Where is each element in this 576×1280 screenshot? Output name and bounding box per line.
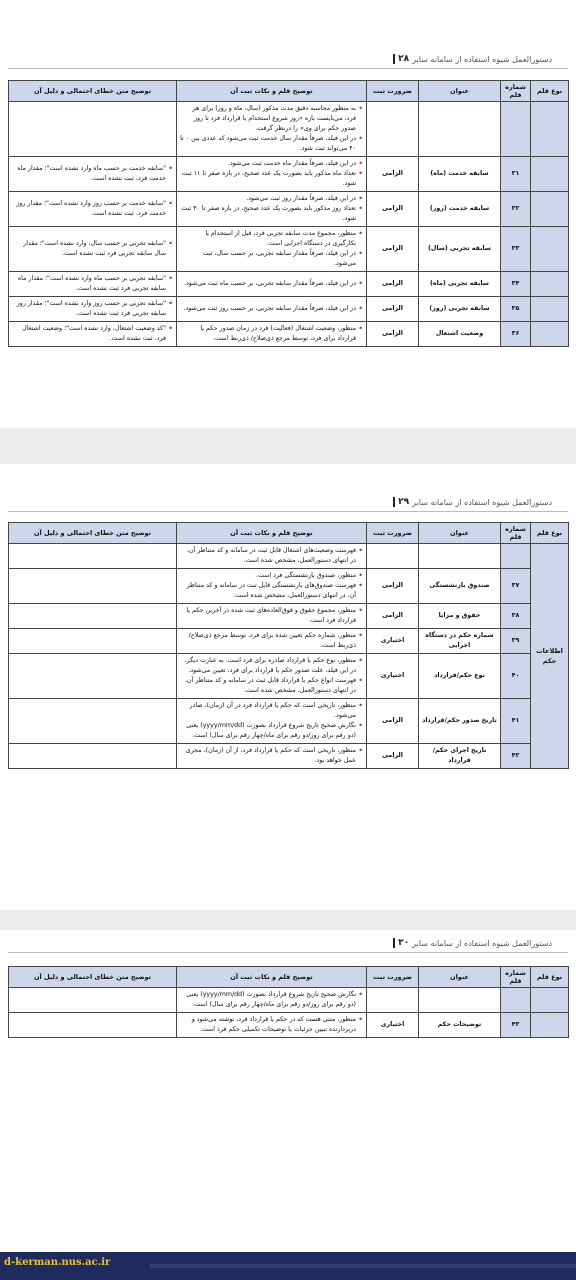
num-cell: ۴۲: [501, 744, 531, 769]
desc-cell: [177, 322, 367, 347]
desc-bullet: • در این فیلد، صرفاً مقدار روز ثبت می‌شود.: [180, 194, 363, 204]
col-req: ضرورت ثبت: [367, 523, 419, 544]
footer-strip: [150, 1264, 576, 1268]
desc-bullet: • در این فیلد، صرفاً مقدار سابقه تجربی، بر حسب سال، ثبت می‌شود.: [180, 249, 363, 269]
desc-bullet: • منظور، مجموع حقوق و فوق‌العاده‌های ثبت شده در آخرین حکم یا قرارداد فرد است.: [180, 606, 363, 626]
col-type: نوع قلم: [531, 967, 569, 988]
table-row: [9, 654, 569, 699]
table-row: [9, 744, 569, 769]
req-cell: اختیاری: [367, 629, 419, 654]
desc-bullet: • منظور، متنی هست که در حکم یا قرارداد فرد، نوشته می‌شود و دربردارنده تبیین جزئیات یا توضیحات تکمیلی حکم فرد است.: [180, 1015, 363, 1035]
desc-cell: [177, 102, 367, 157]
req-cell: اختیاری: [367, 1013, 419, 1038]
page-number: ۲۹: [393, 497, 409, 507]
page-header: [393, 54, 552, 64]
desc-cell: [177, 744, 367, 769]
col-type: نوع قلم: [531, 81, 569, 102]
table-row: [9, 272, 569, 297]
table-row: [9, 297, 569, 322]
desc-cell: [177, 192, 367, 227]
type-cell: [531, 227, 569, 272]
title-cell: [419, 102, 501, 157]
title-cell: شماره حکم در دستگاه اجرایی: [419, 629, 501, 654]
col-title: عنوان: [419, 523, 501, 544]
num-cell: ۳۸: [501, 604, 531, 629]
desc-bullet: • منظور، وضعیت اشتغال (فعالیت) فرد در زمان صدور حکم یا قرارداد برای فرد، توسط مرجع ذی‌صلاح/ ذی‌ربط است.: [180, 324, 363, 344]
col-err: توضیح متن خطای احتمالی و دلیل آن: [9, 523, 177, 544]
desc-bullet: • در این فیلد، صرفاً مقدار سابقه تجربی، بر حسب ماه ثبت می‌شود.: [180, 279, 363, 289]
desc-cell: [177, 569, 367, 604]
error-text: • "سابقه خدمت بر حسب روز وارد نشده است"؛ مقدار روز خدمت فرد، ثبت نشده است.: [12, 199, 173, 219]
req-cell: الزامی: [367, 297, 419, 322]
desc-bullet: • در این فیلد، صرفاً مقدار سابقه تجربی، بر حسب روز ثبت می‌شود.: [180, 304, 363, 314]
req-cell: [367, 988, 419, 1013]
desc-bullet: • منظور، نوع حکم یا قرارداد صادره برای فرد است. به عبارت دیگر، در این فیلد، علت صدور حکم یا قرارداد برای فرد، تعیین می‌شود.: [180, 656, 363, 676]
fields-table: [8, 966, 569, 1038]
site-logo-text[interactable]: d-kerman.nus.ac.ir: [4, 1257, 111, 1268]
desc-bullet: • منظور، مجموع مدت سابقه تجربی فرد، قبل از استخدام یا بکارگیری در دستگاه اجرایی است.: [180, 229, 363, 249]
req-cell: الزامی: [367, 192, 419, 227]
page-30: [0, 930, 576, 1252]
type-cell: [531, 988, 569, 1013]
num-cell: ۳۶: [501, 322, 531, 347]
title-cell: [419, 544, 501, 569]
num-cell: ۳۳: [501, 227, 531, 272]
err-cell: [9, 192, 177, 227]
desc-cell: [177, 988, 367, 1013]
col-num: شماره قلم: [501, 523, 531, 544]
continuation-row: [9, 102, 569, 157]
title-cell: سابقه تجربی (روز): [419, 297, 501, 322]
desc-cell: [177, 227, 367, 272]
title-cell: نوع حکم/قرارداد: [419, 654, 501, 699]
err-cell: [9, 102, 177, 157]
table-header-row: [9, 523, 569, 544]
title-cell: سابقه خدمت (ماه): [419, 157, 501, 192]
error-text: • "سابقه تجربی بر حسب سال، وارد نشده است"؛ مقدار سال سابقه تجربی فرد ثبت نشده است.: [12, 239, 173, 259]
page-header: [393, 497, 552, 507]
title-cell: سابقه خدمت (روز): [419, 192, 501, 227]
err-cell: [9, 297, 177, 322]
type-cell: [531, 102, 569, 157]
num-cell: [501, 102, 531, 157]
desc-cell: [177, 297, 367, 322]
col-title: عنوان: [419, 967, 501, 988]
err-cell: [9, 157, 177, 192]
err-cell: [9, 744, 177, 769]
desc-bullet: • منظور، صندوق بازنشستگی فرد است.: [180, 571, 363, 581]
req-cell: الزامی: [367, 569, 419, 604]
req-cell: الزامی: [367, 744, 419, 769]
col-title: عنوان: [419, 81, 501, 102]
desc-bullet: • فهرست وضعیت‌های اشتغال قابل ثبت در سامانه و کد متناظر آن، در انتهای دستورالعمل، مشخص شده است.: [180, 546, 363, 566]
title-cell: حقوق و مزایا: [419, 604, 501, 629]
err-cell: [9, 569, 177, 604]
desc-bullet: • منظور، تاریخی است که حکم یا قرارداد فرد در آن (زمان)، صادر می‌شود.: [180, 701, 363, 721]
type-cell: [531, 192, 569, 227]
type-cell: اطلاعات حکم: [531, 544, 569, 769]
type-cell: [531, 272, 569, 297]
table-row: [9, 604, 569, 629]
num-cell: [501, 988, 531, 1013]
header-rule: [8, 68, 568, 69]
desc-bullet: • به منظور محاسبه دقیق مدت مذکور (سال، ماه و روز) برای هر فرد، می‌بایست بازه «روز شروع استخدام یا قرارداد فرد تا روز صدور حکم برای وی» را درنظر گرفت.: [180, 104, 363, 134]
continuation-row: [9, 544, 569, 569]
title-cell: تاریخ اجرای حکم/قرارداد: [419, 744, 501, 769]
req-cell: الزامی: [367, 157, 419, 192]
fields-table: [8, 522, 569, 769]
err-cell: [9, 272, 177, 297]
table-row: [9, 157, 569, 192]
header-title: دستورالعمل شیوه استفاده از سامانه سایر: [412, 497, 552, 507]
table-row: [9, 569, 569, 604]
title-cell: صندوق بازنشستگی: [419, 569, 501, 604]
col-desc: توضیح قلم و نکات ثبت آن: [177, 967, 367, 988]
page-gap: [0, 428, 576, 464]
desc-bullet: • تعداد روز مذکور باید بصورت یک عدد صحیح، در بازه صفر تا ۳۰ ثبت شود.: [180, 204, 363, 224]
continuation-row: [9, 988, 569, 1013]
err-cell: [9, 322, 177, 347]
type-cell: [531, 1013, 569, 1038]
desc-bullet: • منظور، شماره حکم تعیین شده برای فرد، توسط مرجع ذی‌صلاح/ ذی‌ربط است.: [180, 631, 363, 651]
col-err: توضیح متن خطای احتمالی و دلیل آن: [9, 967, 177, 988]
desc-cell: [177, 654, 367, 699]
desc-cell: [177, 1013, 367, 1038]
desc-bullet: • تعداد ماه مذکور باید بصورت یک عدد صحیح، در بازه صفر تا ۱۱ ثبت شود.: [180, 169, 363, 189]
table-row: [9, 699, 569, 744]
col-num: شماره قلم: [501, 81, 531, 102]
title-cell: وضعیت اشتغال: [419, 322, 501, 347]
req-cell: الزامی: [367, 272, 419, 297]
page-28: [0, 0, 576, 428]
desc-bullet: • در این فیلد، صرفاً مقدار سال خدمت ثبت می‌شود که عددی بین ۰ تا ۴۰ می‌تواند ثبت شود.: [180, 134, 363, 154]
num-cell: ۳۹: [501, 629, 531, 654]
desc-bullet: • نگارش صحیح تاریخ شروع قرارداد بصورت (yyyy/mm/dd) یعنی (دو رقم برای روز/دو رقم برای ماه/چهار رقم برای سال) است.: [180, 721, 363, 741]
error-text: • "سابقه خدمت بر حسب ماه وارد نشده است"؛ مقدار ماه خدمت فرد، ثبت نشده است.: [12, 164, 173, 184]
err-cell: [9, 629, 177, 654]
req-cell: الزامی: [367, 604, 419, 629]
desc-cell: [177, 604, 367, 629]
error-text: • "سابقه تجربی بر حسب روز وارد نشده است"؛ مقدار روز سابقه تجربی فرد ثبت نشده است.: [12, 299, 173, 319]
err-cell: [9, 1013, 177, 1038]
num-cell: ۴۳: [501, 1013, 531, 1038]
num-cell: [501, 544, 531, 569]
err-cell: [9, 227, 177, 272]
err-cell: [9, 544, 177, 569]
req-cell: الزامی: [367, 227, 419, 272]
desc-cell: [177, 629, 367, 654]
desc-bullet: • فهرست انواع حکم یا قرارداد قابل ثبت در سامانه و کد متناظر آن، در انتهای دستورالعمل، مشخص شده است.: [180, 676, 363, 696]
col-desc: توضیح قلم و نکات ثبت آن: [177, 81, 367, 102]
site-footer: [0, 1252, 576, 1280]
num-cell: ۳۷: [501, 569, 531, 604]
desc-bullet: • در این فیلد، صرفاً مقدار ماه خدمت ثبت می‌شود.: [180, 159, 363, 169]
header-rule: [8, 511, 568, 512]
err-cell: [9, 699, 177, 744]
error-text: • "سابقه تجربی بر حسب ماه وارد نشده است"؛ مقدار ماه سابقه تجربی فرد ثبت نشده است.: [12, 274, 173, 294]
desc-cell: [177, 272, 367, 297]
header-title: دستورالعمل شیوه استفاده از سامانه سایر: [412, 54, 552, 64]
type-cell: [531, 297, 569, 322]
desc-cell: [177, 544, 367, 569]
title-cell: توضیحات حکم: [419, 1013, 501, 1038]
col-num: شماره قلم: [501, 967, 531, 988]
table-row: [9, 192, 569, 227]
page-number: ۳۰: [393, 938, 409, 948]
req-cell: اختیاری: [367, 654, 419, 699]
table-row: [9, 322, 569, 347]
table-row: [9, 227, 569, 272]
req-cell: [367, 544, 419, 569]
title-cell: سابقه تجربی (ماه): [419, 272, 501, 297]
col-type: نوع قلم: [531, 523, 569, 544]
table-header-row: [9, 81, 569, 102]
req-cell: الزامی: [367, 699, 419, 744]
fields-table: [8, 80, 569, 347]
header-rule: [8, 952, 568, 953]
req-cell: الزامی: [367, 322, 419, 347]
table-header-row: [9, 967, 569, 988]
title-cell: سابقه تجربی (سال): [419, 227, 501, 272]
col-err: توضیح متن خطای احتمالی و دلیل آن: [9, 81, 177, 102]
err-cell: [9, 604, 177, 629]
col-desc: توضیح قلم و نکات ثبت آن: [177, 523, 367, 544]
table-row: [9, 1013, 569, 1038]
title-cell: تاریخ صدور حکم/قرارداد: [419, 699, 501, 744]
error-text: • "کد وضعیت اشتغال، وارد نشده است"؛ وضعیت اشتغال فرد، ثبت نشده است.: [12, 324, 173, 344]
col-req: ضرورت ثبت: [367, 81, 419, 102]
desc-bullet: • فهرست صندوق‌های بازنشستگی قابل ثبت در سامانه و کد متناظر آن، در انتهای دستورالعمل، مشخص شده است.: [180, 581, 363, 601]
desc-cell: [177, 157, 367, 192]
page-29: [0, 464, 576, 910]
num-cell: ۳۱: [501, 157, 531, 192]
err-cell: [9, 988, 177, 1013]
desc-cell: [177, 699, 367, 744]
page-header: [393, 938, 552, 948]
table-row: [9, 629, 569, 654]
type-cell: [531, 157, 569, 192]
num-cell: ۳۲: [501, 192, 531, 227]
col-req: ضرورت ثبت: [367, 967, 419, 988]
desc-bullet: • نگارش صحیح تاریخ شروع قرارداد بصورت (yyyy/mm/dd) یعنی (دو رقم برای روز/دو رقم برای ماه/چهار رقم برای سال) است.: [180, 990, 363, 1010]
page-gap: [0, 910, 576, 930]
title-cell: [419, 988, 501, 1013]
page-number: ۲۸: [393, 54, 409, 64]
desc-bullet: • منظور، تاریخی است که حکم یا قرارداد فرد، از آن (زمان)، مجری عمل خواهد بود.: [180, 746, 363, 766]
err-cell: [9, 654, 177, 699]
num-cell: ۴۰: [501, 654, 531, 699]
req-cell: [367, 102, 419, 157]
header-title: دستورالعمل شیوه استفاده از سامانه سایر: [412, 938, 552, 948]
num-cell: ۳۵: [501, 297, 531, 322]
num-cell: ۳۴: [501, 272, 531, 297]
num-cell: ۴۱: [501, 699, 531, 744]
type-cell: [531, 322, 569, 347]
